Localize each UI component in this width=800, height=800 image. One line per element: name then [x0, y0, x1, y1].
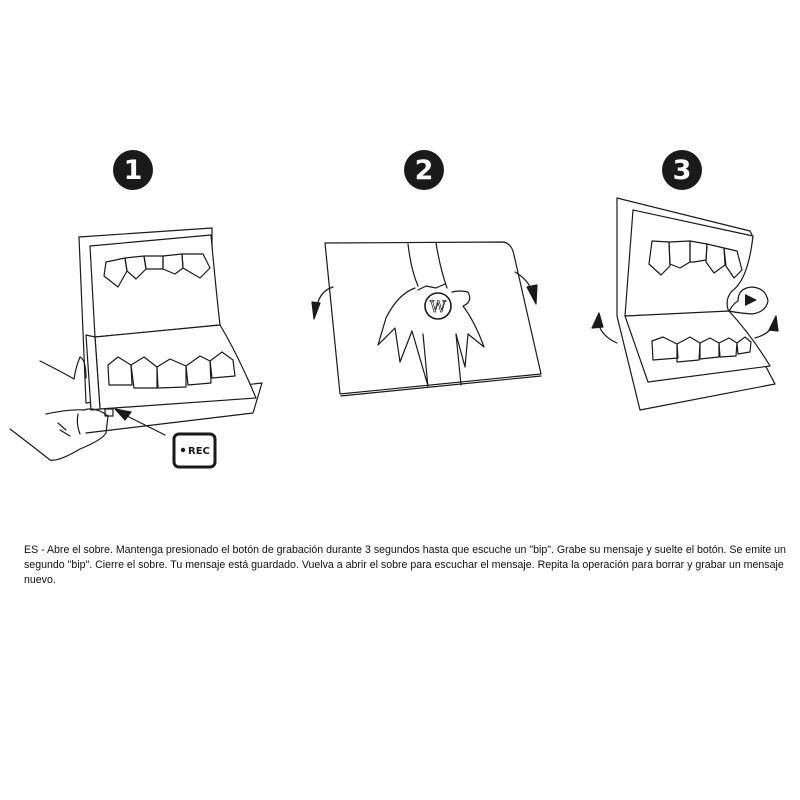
step-1-illustration	[10, 228, 262, 467]
step-3-number: 3	[672, 154, 692, 186]
instructions-text: ES - Abre el sobre. Mantenga presionado el botón de grabación durante 3 segundos hasta que escuche un "bip". Grabe su mensaje y suelte el botón. Se emite un segundo "bip". Cierre el sobre. Tu mensaje está guardado. Vuelva a abrir el sobre para escuchar el mensaje. Repita la operación para borrar y grabar un mensaje nuevo.	[24, 543, 786, 586]
seal-letter: W	[429, 297, 447, 316]
card-bottom-page-3	[625, 311, 770, 382]
play-button-icon	[729, 287, 768, 314]
step-2-number: 2	[414, 154, 434, 186]
step-3-illustration	[592, 198, 778, 410]
rec-button-label: REC	[188, 446, 210, 457]
rec-button-icon	[174, 434, 215, 467]
pointer-arrowhead	[115, 409, 131, 420]
step-1-number: 1	[123, 154, 143, 186]
step-2-illustration	[312, 242, 541, 396]
hand-lower	[10, 409, 108, 460]
card-bottom-page	[95, 325, 256, 409]
card-top-page	[90, 235, 220, 337]
hand-upper	[40, 357, 86, 379]
